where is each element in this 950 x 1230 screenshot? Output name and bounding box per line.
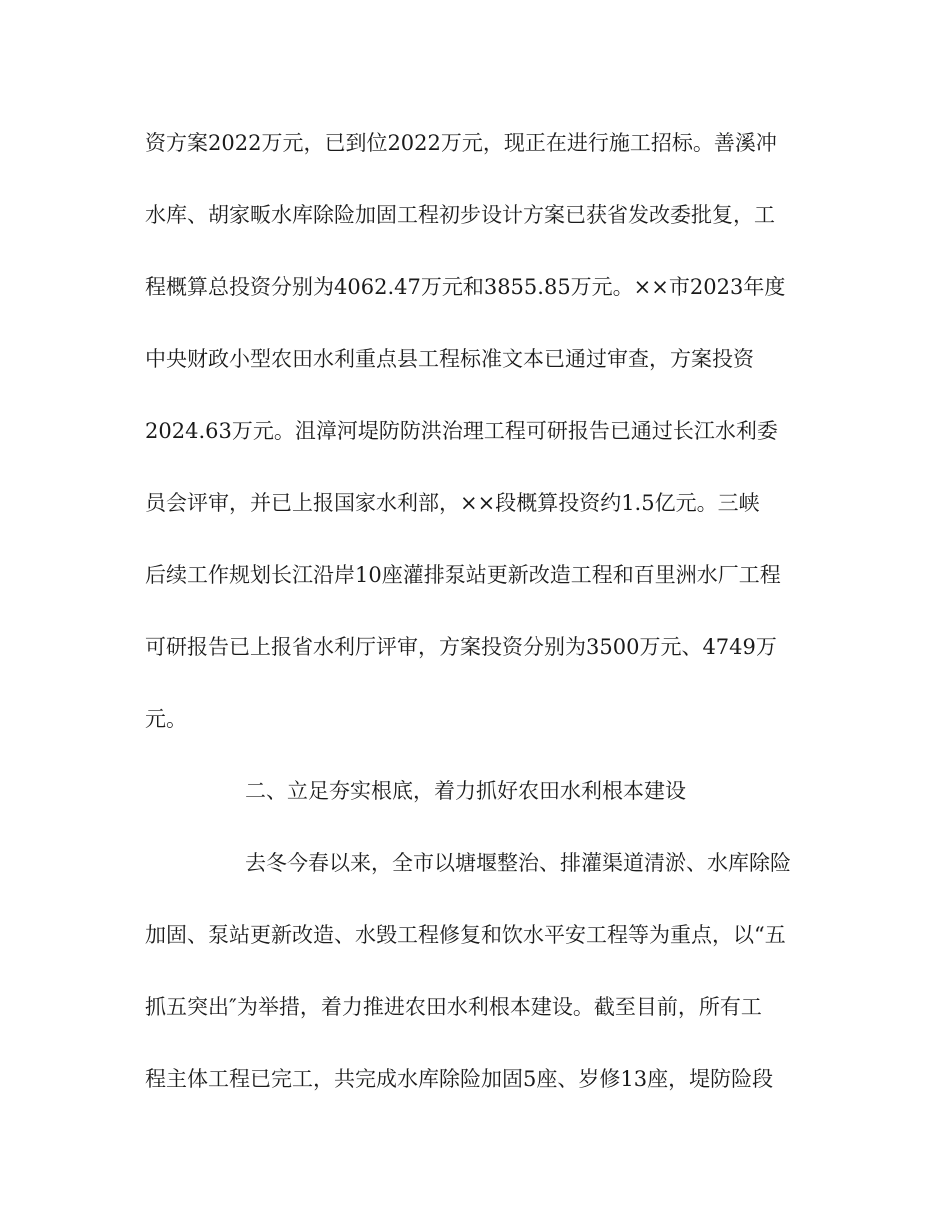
section-heading: 二、立足夯实根底，着力抓好农田水利根本建设: [245, 779, 686, 803]
text-line: 水库、胡家畈水库除险加固工程初步设计方案已获省发改委批复，工: [145, 203, 775, 227]
text-line: 可研报告已上报省水利厅评审，方案投资分别为3500万元、4749万: [145, 635, 777, 659]
text-line: 元。: [145, 707, 187, 731]
text-line: 程主体工程已完工，共完成水库除险加固5座、岁修13座，堤防险段: [145, 1067, 774, 1091]
text-line: 去冬今春以来，全市以塘堰整治、排灌渠道清淤、水库除险: [245, 851, 791, 875]
text-line: 2024.63万元。沮漳河堤防防洪治理工程可研报告已通过长江水利委: [145, 419, 778, 443]
text-line: 资方案2022万元，已到位2022万元，现正在进行施工招标。善溪冲: [145, 131, 777, 155]
text-line: 员会评审，并已上报国家水利部，××段概算投资约1.5亿元。三峡: [145, 491, 760, 515]
text-line: 程概算总投资分别为4062.47万元和3855.85万元。××市2023年度: [145, 275, 786, 299]
text-line: 抓五突出″为举措，着力推进农田水利根本建设。截至目前，所有工: [145, 995, 762, 1019]
text-line: 加固、泵站更新改造、水毁工程修复和饮水平安工程等为重点，以“五: [145, 923, 786, 947]
text-line: 后续工作规划长江沿岸10座灌排泵站更新改造工程和百里洲水厂工程: [145, 563, 781, 587]
text-line: 中央财政小型农田水利重点县工程标准文本已通过审查，方案投资: [145, 347, 754, 371]
